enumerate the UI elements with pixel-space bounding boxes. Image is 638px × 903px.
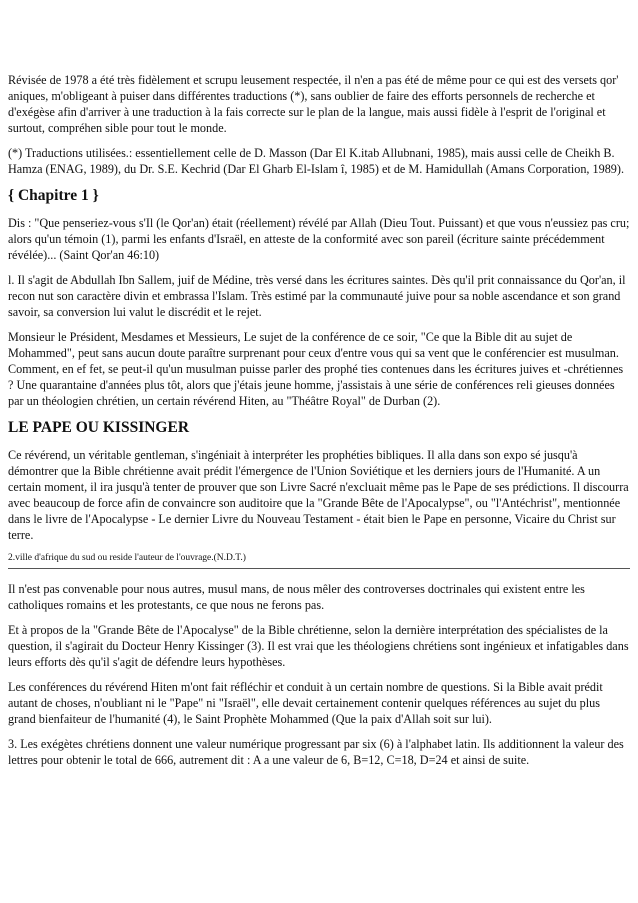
paragraph-conference-intro: Monsieur le Président, Mesdames et Messieurs, Le sujet de la conférence de ce soir, "Ce que la Bible dit au sujet de Mohammed", peut sans aucun doute paraître surprenant pour ceux d'entre vous qui sa vent que le conférencier est musulman. Comment, en ef fet, se peut-il qu'un musulman puisse parler des prophé ties contenues dans les écritures juives et -chrétiennes ? Une quarantaine d'années plus tôt, alors que j'étais jeune homme, j'assistais à une série de conférences reli gieuses données par un théologien chrétien, un certain révérend Hiten, au "Théâtre Royal" de Durban (2).: [8, 330, 624, 408]
paragraph-translation-note: Révisée de 1978 a été très fidèlement et scrupu leusement respectée, il n'en a pas été de même pour ce qui est des versets qor' aniques, m'obligeant à puiser dans différentes traductions (*), sans oublier de faire des efforts personnels de recherche et d'exégèse afin d'arriver à une traduction à la fais correcte sur le plan de la langue, mais aussi fidèle à l'esprit de l'original et surtout, compréhen sible pour tout le monde.: [8, 73, 619, 135]
document-page: [8, 72, 630, 777]
footnote-divider: [8, 568, 630, 569]
chapter-heading: { Chapitre 1 }: [8, 187, 99, 204]
paragraph-questions: Les conférences du révérend Hiten m'ont fait réfléchir et conduit à un certain nombre de questions. Si la Bible avait prédit autant de choses, n'oubliant ni le "Pape" ni "Israël", elle devait certainement contenir quelques références au sujet du plus grand bienfaiteur de l'humanité (4), le Saint Prophète Mohammed (Que la paix d'Allah soit sur lui).: [8, 680, 603, 726]
paragraph-footnote-1: l. Il s'agit de Abdullah Ibn Sallem, juif de Médine, très versé dans les écritures saintes. Dès qu'il prit connaissance du Qor'an, il recon nut son caractère divin et embrassa l'Islam. Très estimé par la communauté juive pour sa noble ascendance et son grand savoir, sa conversion lui valut le discrédit et le rejet.: [8, 273, 626, 319]
paragraph-translations-used: (*) Traductions utilisées.: essentiellement celle de D. Masson (Dar El K.itab Allubnani, 1985), mais aussi celle de Cheikh B. Hamza (ENAG, 1989), du Dr. S.E. Kechrid (Dar El Gharb El-Islam î, 1985) et de M. Hamidullah (Amans Corporation, 1989).: [8, 146, 625, 176]
paragraph-controversies: Il n'est pas convenable pour nous autres, musul mans, de nous mêler des controverses doctrinales qui existent entre les catholiques romains et les protestants, ce que nous ne ferons pas.: [8, 582, 585, 612]
footnote-2: 2.ville d'afrique du sud ou reside l'auteur de l'ouvrage.(N.D.T.): [8, 553, 246, 563]
paragraph-footnote-3: 3. Les exégètes chrétiens donnent une valeur numérique progressant par six (6) à l'alphabet latin. Ils additionnent la valeur des lettres pour obtenir le total de 666, autrement dit : A a une valeur de 6, B=12, C=18, D=24 et ainsi de suite.: [8, 737, 624, 767]
paragraph-reverend: Ce révérend, un véritable gentleman, s'ingéniait à interpréter les prophéties bibliques. Il alla dans son expo sé jusqu'à démontrer que la Bible chrétienne avait prédit l'émergence de l'Union Soviétique et les derniers jours de l'Humanité. A un certain moment, il ira jusqu'à tenter de prouver que son Livre Sacré n'excluait même pas le Pape de ses prédictions. Il discourra avec beaucoup de force afin de convaincre son auditoire que la "Grande Bête de l'Apocalypse", ou "l'Antéchrist", mentionnée dans le livre de l'Apocalypse - Le dernier Livre du Nouveau Testament - était bien le Pape en personne, Vicaire du Christ sur terre.: [8, 448, 629, 542]
paragraph-quran-quote: Dis : "Que penseriez-vous s'Il (le Qor'an) était (réellement) révélé par Allah (Dieu Tout. Puissant) et que vous n'eussiez pas cru; alors qu'un témoin (1), parmi les enfants d'Israël, en atteste de la conformité avec son pareil (écriture sainte précédemment révélée)... (Saint Qor'an 46:10): [8, 216, 630, 262]
section-heading: LE PAPE OU KISSINGER: [8, 419, 190, 436]
paragraph-kissinger: Et à propos de la "Grande Bête de l'Apocalyse" de la Bible chrétienne, selon la dernière interprétation des spécialistes de la question, il s'agirait du Docteur Henry Kissinger (3). Il est vrai que les théologiens chrétiens sont ingénieux et infatigables dans leurs efforts dès qu'il s'agit de défendre leurs hypothèses.: [8, 623, 629, 669]
